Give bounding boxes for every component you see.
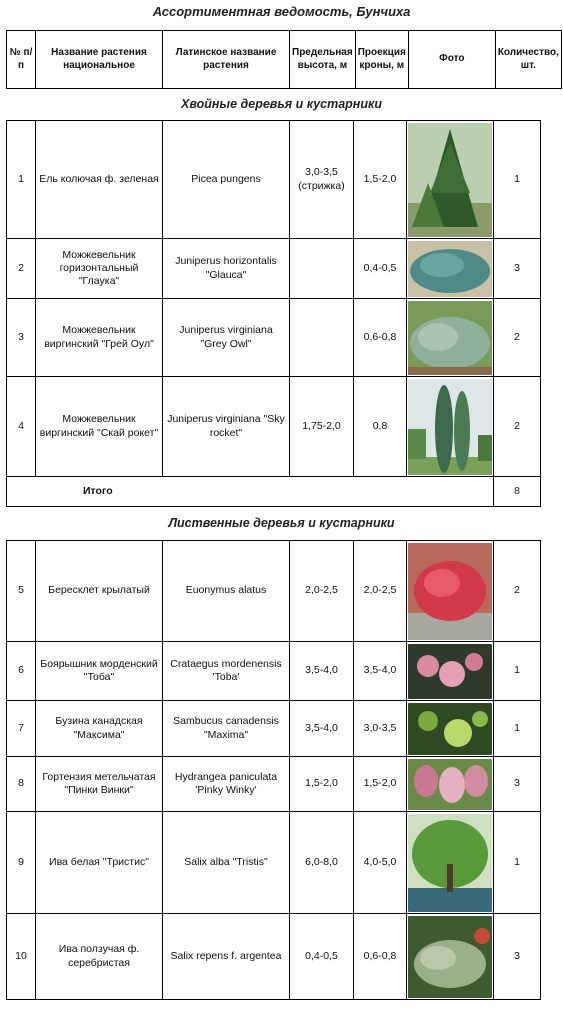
row-height: 3,5-4,0 [290,642,354,701]
row-crown: 0,6-0,8 [354,299,407,377]
row-crown: 0,4-0,5 [354,239,407,299]
row-qty: 1 [494,812,541,914]
row-num: 7 [7,701,36,757]
row-qty: 1 [494,701,541,757]
row-height [290,239,354,299]
row-num: 2 [7,239,36,299]
table-row [7,299,541,377]
juniper-sky-rocket-photo [407,377,494,477]
header-name-national: Название растения национальное [36,31,163,89]
table-row [7,914,541,1000]
row-crown: 1,5-2,0 [354,121,407,239]
row-latin: Juniperus horizontalis "Glauca" [163,239,290,299]
row-latin: Salix alba "Tristis" [163,812,290,914]
row-name: Бузина канадская "Максима" [36,701,163,757]
header-name-latin: Латинское название растения [163,31,290,89]
row-qty: 1 [494,121,541,239]
spruce-image [408,123,492,237]
table-row [7,541,541,642]
table-row [7,812,541,914]
row-qty: 1 [494,642,541,701]
row-name: Ель колючая ф. зеленая [36,121,163,239]
header-crown: Проекция кроны, м [355,31,408,89]
row-num: 3 [7,299,36,377]
juniper-glauca-photo [407,239,494,299]
row-height: 3,0-3,5 (стрижка) [290,121,354,239]
elder-image [408,703,492,755]
row-name: Можжевельник горизонтальный "Глаука" [36,239,163,299]
table-row [7,239,541,299]
hydrangea-image [408,759,492,810]
row-crown: 4,0-5,0 [354,812,407,914]
willow-photo [407,812,494,914]
row-height: 6,0-8,0 [290,812,354,914]
row-latin: Juniperus virginiana "Grey Owl" [163,299,290,377]
section-title-deciduous: Лиственные деревья и кустарники [168,516,395,530]
row-num: 4 [7,377,36,477]
conifers-table [6,120,541,507]
total-value: 8 [494,477,541,507]
table-row [7,701,541,757]
row-latin: Juniperus virginiana "Sky rocket" [163,377,290,477]
creeping-willow-image [408,916,492,998]
row-latin: Euonymus alatus [163,541,290,642]
euonymus-photo [407,541,494,642]
deciduous-table [6,540,541,1000]
hawthorn-photo [407,642,494,701]
row-num: 6 [7,642,36,701]
row-name: Гортензия метельчатая "Пинки Винки" [36,757,163,812]
row-height: 3,5-4,0 [290,701,354,757]
spruce-photo [407,121,494,239]
row-crown: 1,5-2,0 [354,757,407,812]
row-crown: 0,6-0,8 [354,914,407,1000]
elder-photo [407,701,494,757]
row-num: 1 [7,121,36,239]
header-qty: Количество, шт. [495,31,561,89]
juniper-grey-owl-photo [407,299,494,377]
header-table [6,30,562,89]
section-title-conifers: Хвойные деревья и кустарники [181,97,382,111]
row-name: Можжевельник виргинский "Скай рокет" [36,377,163,477]
row-crown: 0,8 [354,377,407,477]
juniper-glauca-image [408,241,492,297]
table-row [7,377,541,477]
row-num: 10 [7,914,36,1000]
juniper-sky-rocket-image [408,379,492,475]
row-qty: 2 [494,299,541,377]
juniper-grey-owl-image [408,301,492,375]
row-crown: 3,5-4,0 [354,642,407,701]
row-latin: Picea pungens [163,121,290,239]
total-label: Итого [7,477,494,507]
table-row [7,121,541,239]
row-height: 0,4-0,5 [290,914,354,1000]
row-crown: 2,0-2,5 [354,541,407,642]
row-num: 8 [7,757,36,812]
creeping-willow-photo [407,914,494,1000]
row-name: Ива белая "Тристис" [36,812,163,914]
row-num: 9 [7,812,36,914]
total-row [7,477,541,507]
row-latin: Sambucus canadensis "Maxima" [163,701,290,757]
header-photo: Фото [408,31,495,89]
row-qty: 2 [494,541,541,642]
row-latin: Crataegus mordenensis 'Toba' [163,642,290,701]
hawthorn-image [408,644,492,699]
row-name: Ива ползучая ф. серебристая [36,914,163,1000]
row-name: Бересклет крылатый [36,541,163,642]
page-title: Ассортиментная ведомость, Бунчиха [152,4,411,19]
row-latin: Salix repens f. argentea [163,914,290,1000]
row-name: Боярышник морденский "Тоба" [36,642,163,701]
row-num: 5 [7,541,36,642]
table-row [7,757,541,812]
willow-image [408,814,492,912]
row-qty: 2 [494,377,541,477]
header-height: Предельная высота, м [290,31,356,89]
hydrangea-photo [407,757,494,812]
row-height: 1,5-2,0 [290,757,354,812]
row-latin: Hydrangea paniculata 'Pinky Winky' [163,757,290,812]
row-qty: 3 [494,757,541,812]
table-row [7,642,541,701]
row-height [290,299,354,377]
row-name: Можжевельник виргинский "Грей Оул" [36,299,163,377]
row-height: 2,0-2,5 [290,541,354,642]
row-height: 1,75-2,0 [290,377,354,477]
header-num: № п/п [7,31,36,89]
row-qty: 3 [494,914,541,1000]
row-qty: 3 [494,239,541,299]
row-crown: 3,0-3,5 [354,701,407,757]
euonymus-image [408,543,492,640]
